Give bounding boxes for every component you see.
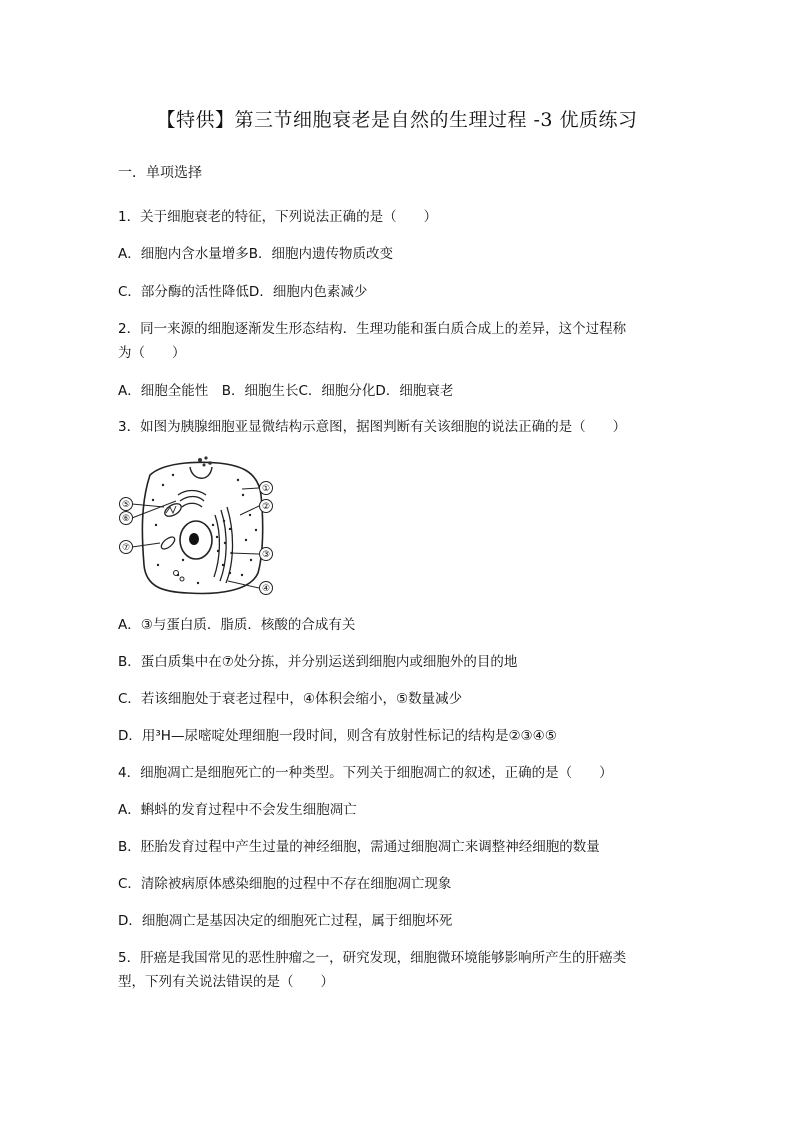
question-2-stem-line2: 为（ ） <box>118 345 186 361</box>
question-3-stem: 3．如图为胰腺细胞亚显微结构示意图，据图判断有关该细胞的说法正确的是（ ） <box>118 419 627 435</box>
question-5-stem-line2: 型，下列有关说法错误的是（ ） <box>118 974 334 990</box>
question-4-stem: 4．细胞凋亡是细胞死亡的一种类型。下列关于细胞凋亡的叙述，正确的是（ ） <box>118 765 613 781</box>
question-1-option-cd: C．部分酶的活性降低D．细胞内色素减少 <box>118 284 368 300</box>
figure-label-5: ⑤ <box>121 500 131 510</box>
question-4-option-c: C．清除被病原体感染细胞的过程中不存在细胞凋亡现象 <box>118 876 452 892</box>
figure-label-6: ⑥ <box>121 514 131 524</box>
figure-label-3: ③ <box>261 550 271 560</box>
question-2-options: A．细胞全能性 B．细胞生长C．细胞分化D．细胞衰老 <box>118 383 454 399</box>
question-2-stem-line1: 2．同一来源的细胞逐渐发生形态结构．生理功能和蛋白质合成上的差异，这个过程称 <box>118 321 627 337</box>
question-4-option-b: B．胚胎发育过程中产生过量的神经细胞，需通过细胞凋亡来调整神经细胞的数量 <box>118 839 600 855</box>
figure-label-2: ② <box>261 502 271 512</box>
question-3-option-b: B．蛋白质集中在⑦处分拣，并分别运送到细胞内或细胞外的目的地 <box>118 654 518 670</box>
question-3-option-a: A．③与蛋白质．脂质．核酸的合成有关 <box>118 617 356 633</box>
question-1-stem: 1．关于细胞衰老的特征，下列说法正确的是（ ） <box>118 209 438 225</box>
figure-label-4: ④ <box>261 584 271 594</box>
question-4-option-d: D．细胞凋亡是基因决定的细胞死亡过程，属于细胞坏死 <box>118 913 453 929</box>
cell-diagram-svg <box>118 455 278 600</box>
figure-label-1: ① <box>261 484 271 494</box>
pancreatic-cell-diagram <box>118 455 278 600</box>
question-3-option-d: D．用³H—尿嘧啶处理细胞一段时间，则含有放射性标记的结构是②③④⑤ <box>118 728 557 744</box>
figure-label-7: ⑦ <box>121 543 131 553</box>
section-heading: 一．单项选择 <box>118 165 202 181</box>
document-title: 【特供】第三节细胞衰老是自然的生理过程 -3 优质练习 <box>156 109 638 131</box>
question-3-option-c: C．若该细胞处于衰老过程中，④体积会缩小，⑤数量减少 <box>118 691 463 707</box>
question-1-option-ab: A．细胞内含水量增多B．细胞内遗传物质改变 <box>118 246 393 262</box>
question-5-stem-line1: 5．肝癌是我国常见的恶性肿瘤之一，研究发现，细胞微环境能够影响所产生的肝癌类 <box>118 950 627 966</box>
question-4-option-a: A．蝌蚪的发育过程中不会发生细胞凋亡 <box>118 802 357 818</box>
